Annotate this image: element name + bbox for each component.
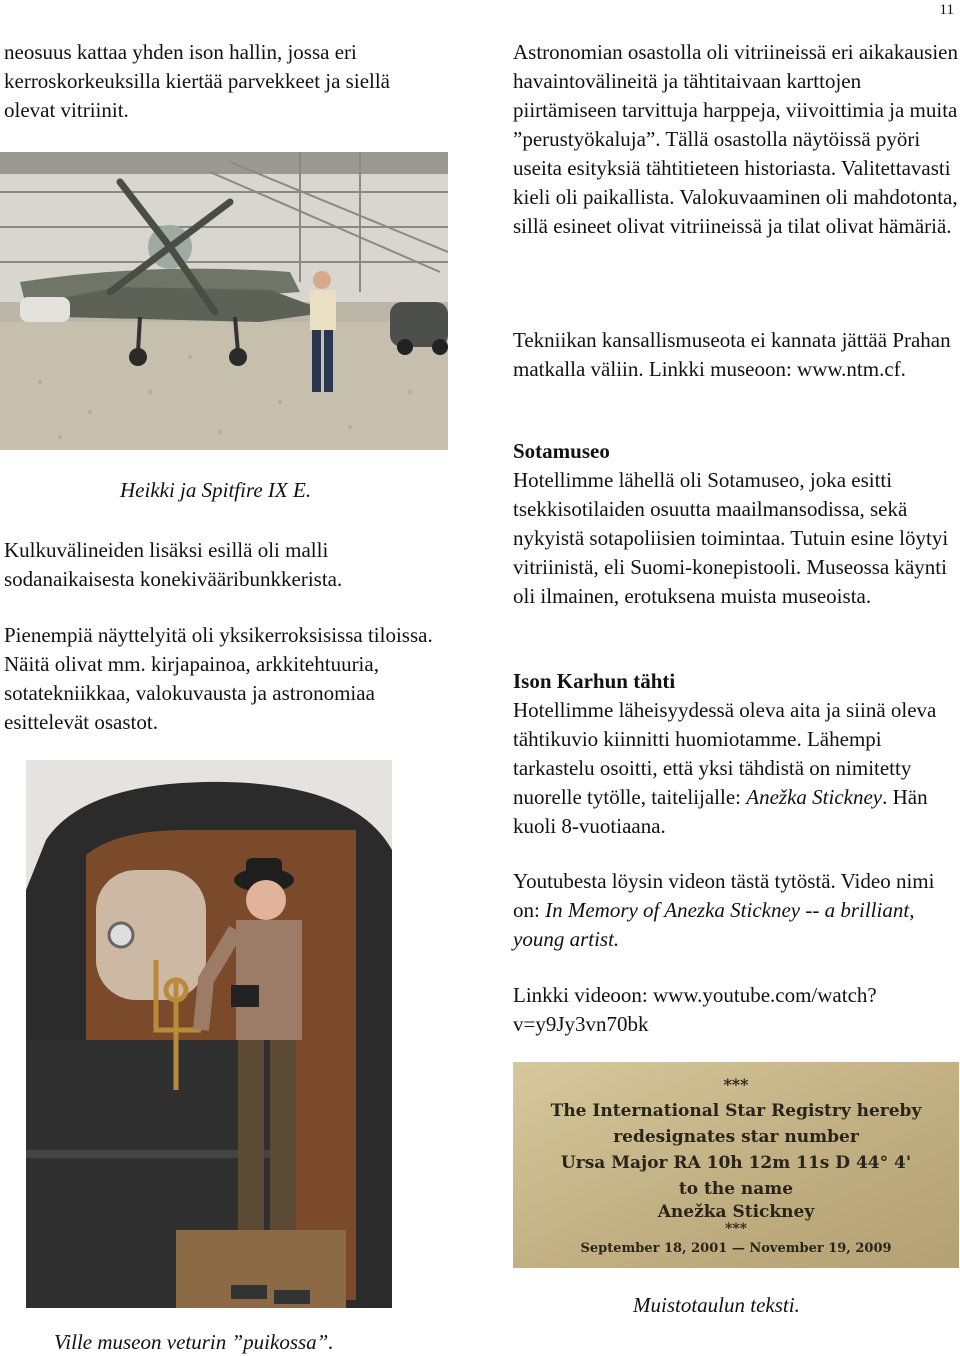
plaque-line-5: Anežka Stickney	[657, 1202, 815, 1222]
paragraph: Linkki videoon: www.youtube.com/watch?v=y9Jy3vn70bk	[513, 983, 877, 1036]
right-museum-link-paragraph	[513, 326, 958, 384]
paragraph: Tekniikan kansallismuseota ei kannata jättää Prahan matkalla väliin. Linkki museoon: www.ntm.cf.	[513, 328, 951, 381]
photo-caption-spitfire: Heikki ja Spitfire IX E.	[120, 478, 312, 502]
memorial-plaque-photo	[513, 1062, 959, 1268]
page-number: 11	[939, 2, 954, 18]
right-astronomy-paragraph	[513, 38, 958, 241]
section-heading-ison-karhun-tahti: Ison Karhun tähti	[513, 669, 676, 693]
left-intro-paragraph	[4, 38, 444, 125]
emphasis-name: Anežka Stickney	[746, 785, 883, 809]
plaque-line-3: Ursa Major RA 10h 12m 11s D 44° 4'	[560, 1153, 912, 1173]
plaque-line-4: to the name	[678, 1179, 794, 1199]
paragraph: Pienempiä näyttelyitä oli yksikerroksisissa tiloissa. Näitä olivat mm. kirjapainoa, arkkitehtuuria, sotatekniikkaa, valokuvausta ja astronomiaa esittelevät osastot.	[4, 623, 433, 734]
right-video-link-paragraph	[513, 981, 958, 1039]
paragraph: Hotellimme läheisyydessä oleva aita ja siinä oleva tähtikuvio kiinnitti huomiotamme. Lähempi tarkastelu osoitti, että yksi tähdistä on nimitetty nuorelle tytölle, taitelijalle: Anežka Stickney. Hän kuoli 8-vuotiaana.	[513, 698, 937, 838]
photo-caption-plaque: Muistotaulun teksti.	[633, 1293, 800, 1317]
paragraph: Astronomian osastolla oli vitriineissä eri aikakausien havaintovälineitä ja tähtitaivaan karttojen piirtämiseen tarvittuja harppeja, viivoittimia ja muita ”perustyökaluja”. Tällä osastolla näytöissä pyöri useita esityksiä tähtitieteen historiasta. Valitettavasti kieli oli paikallista. Valokuvaaminen oli mahdotonta, sillä esineet olivat vitriineissä ja tilat olivat hämäriä.	[513, 40, 958, 238]
section-heading-sotamuseo: Sotamuseo	[513, 439, 610, 463]
plaque-stars-bottom: ***	[725, 1221, 747, 1237]
right-video-paragraph	[513, 867, 958, 954]
emphasis-video-title: In Memory of Anezka Stickney -- a brilliant, young artist.	[513, 898, 915, 951]
paragraph: Youtubesta löysin videon tästä tytöstä. Video nimi on: In Memory of Anezka Stickney -- a brilliant, young artist.	[513, 869, 935, 951]
plaque-line-1: The International Star Registry hereby	[550, 1101, 922, 1121]
plaque-stars-top: ***	[723, 1075, 749, 1094]
locomotive-photo	[26, 760, 392, 1308]
photo-caption-locomotive: Ville museon veturin ”puikossa”.	[54, 1330, 334, 1354]
karhu-section	[513, 667, 958, 841]
plaque-dates: September 18, 2001 — November 19, 2009	[580, 1241, 892, 1256]
paragraph: Hotellimme lähellä oli Sotamuseo, joka esitti tsekkisotilaiden osuutta maailmansodissa, sekä nykyistä sotapoliisien toimintaa. Tutuin esine löytyi vitriinistä, eli Suomi-konepistooli. Museossa käynti oli ilmainen, erotuksena muista museoista.	[513, 468, 949, 608]
paragraph: Kulkuvälineiden lisäksi esillä oli malli sodanaikaisesta konekivääribunkkerista.	[4, 538, 343, 591]
left-bunker-paragraph	[4, 536, 444, 594]
sotamuseo-section	[513, 437, 958, 611]
plaque-line-2: redesignates star number	[613, 1127, 859, 1147]
spitfire-photo	[0, 152, 448, 450]
paragraph: neosuus kattaa yhden ison hallin, jossa eri kerroskorkeuksilla kiertää parvekkeet ja siellä olevat vitriinit.	[4, 40, 390, 122]
left-exhibits-paragraph	[4, 621, 444, 737]
